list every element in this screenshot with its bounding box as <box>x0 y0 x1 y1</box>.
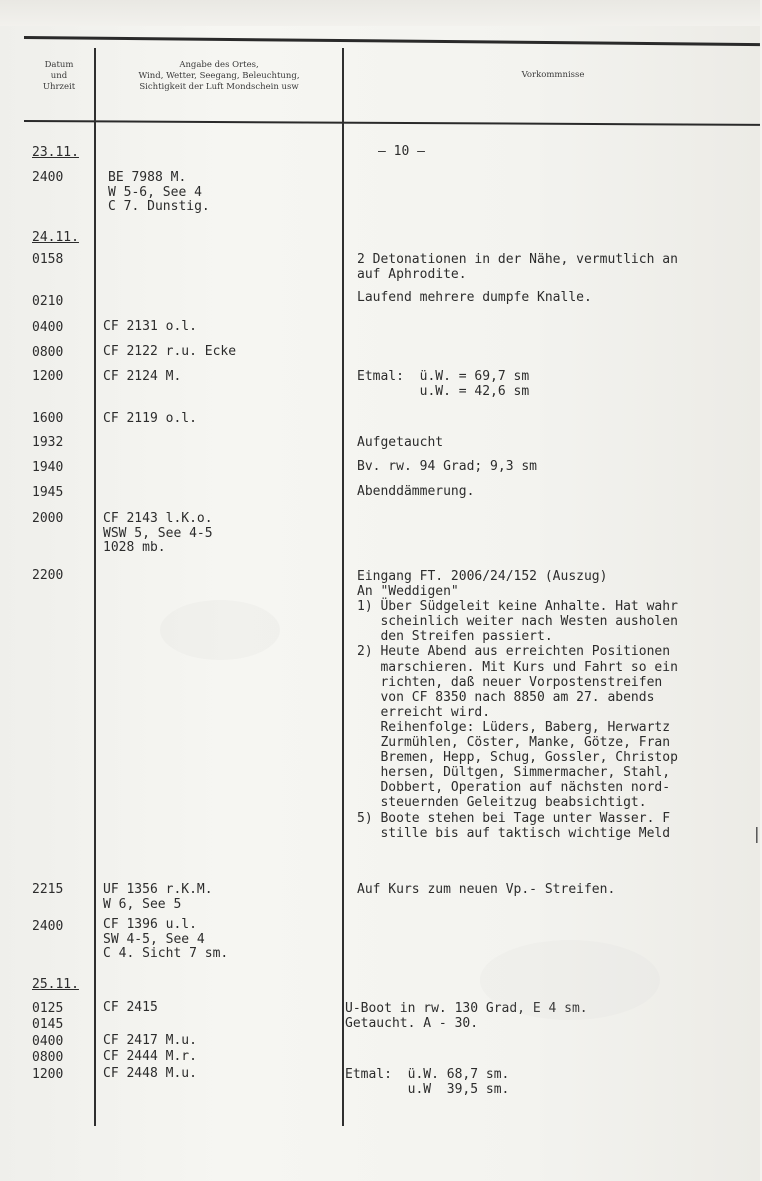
header-time-line: und <box>50 71 68 81</box>
header-place-line: Sichtigkeit der Luft Mondschein usw <box>139 82 299 92</box>
paper-smudge <box>480 940 660 1020</box>
header-time-line: Datum <box>44 60 74 70</box>
entry-date: 23.11. <box>32 145 79 160</box>
entry-time: 0800 <box>32 1050 64 1065</box>
entry-events: Auf Kurs zum neuen Vp.- Streifen. <box>357 882 616 897</box>
entry-place: CF 2143 l.K.o. WSW 5, See 4-5 1028 mb. <box>103 511 213 555</box>
entry-time: 2215 <box>32 882 64 897</box>
entry-place: CF 2124 M. <box>103 369 182 384</box>
entry-time: 0145 <box>32 1017 64 1032</box>
entry-place: UF 1356 r.K.M. W 6, See 5 <box>103 882 213 912</box>
entry-time: 0400 <box>32 1034 64 1049</box>
entry-date: 24.11. <box>32 230 79 245</box>
column-divider-2 <box>342 48 344 1126</box>
entry-time: 2400 <box>32 919 64 934</box>
column-divider-1 <box>94 48 96 1126</box>
entry-events: Etmal: ü.W. = 69,7 sm u.W. = 42,6 sm <box>357 369 530 399</box>
entry-time: 2000 <box>32 511 64 526</box>
table-top-rule <box>24 36 760 46</box>
entry-place: CF 2448 M.u. <box>103 1066 197 1081</box>
entry-time: 1600 <box>32 411 64 426</box>
entry-place: CF 2119 o.l. <box>103 411 197 426</box>
entry-time: 2200 <box>32 568 64 583</box>
entry-time: 2400 <box>32 170 64 185</box>
entry-events: Aufgetaucht <box>357 435 444 450</box>
entry-events: Laufend mehrere dumpfe Knalle. <box>357 290 592 305</box>
entry-events: Abenddämmerung. <box>357 484 475 499</box>
header-time <box>26 60 92 93</box>
entry-place: CF 1396 u.l. SW 4-5, See 4 C 4. Sicht 7 sm. <box>103 917 229 961</box>
entry-events: Bv. rw. 94 Grad; 9,3 sm <box>357 459 538 474</box>
page-number: – 10 – <box>378 144 425 159</box>
entry-place: BE 7988 M. W 5-6, See 4 C 7. Dunstig. <box>108 170 210 214</box>
entry-place: CF 2415 <box>103 1000 158 1015</box>
header-events: Vorkommnisse <box>521 70 585 80</box>
entry-events: U-Boot in rw. 130 Grad, E 4 sm. Getaucht. A - 30. <box>345 1001 588 1031</box>
entry-time: 0800 <box>32 345 64 360</box>
page-top-edge <box>0 0 760 26</box>
margin-mark: | <box>752 824 762 843</box>
entry-time: 0210 <box>32 294 64 309</box>
entry-place: CF 2444 M.r. <box>103 1049 197 1064</box>
entry-time: 1200 <box>32 1067 64 1082</box>
entry-time: 0125 <box>32 1001 64 1016</box>
entry-time: 1932 <box>32 435 64 450</box>
header-place <box>98 60 340 93</box>
entry-place: CF 2122 r.u. Ecke <box>103 344 237 359</box>
entry-place: CF 2131 o.l. <box>103 319 197 334</box>
header-bottom-rule <box>24 120 760 126</box>
entry-date: 25.11. <box>32 977 79 992</box>
entry-place: CF 2417 M.u. <box>103 1033 197 1048</box>
paper-smudge <box>160 600 280 660</box>
header-place-line: Wind, Wetter, Seegang, Beleuchtung, <box>138 71 300 81</box>
entry-events: 2 Detonationen in der Nähe, vermutlich an auf Aphrodite. <box>357 252 678 282</box>
entry-time: 1940 <box>32 460 64 475</box>
entry-events: Etmal: ü.W. 68,7 sm. u.W 39,5 sm. <box>345 1067 510 1097</box>
header-time-line: Uhrzeit <box>42 82 76 92</box>
entry-time: 0400 <box>32 320 64 335</box>
header-place-line: Angabe des Ortes, <box>179 60 259 70</box>
entry-time: 1945 <box>32 485 64 500</box>
entry-events: Eingang FT. 2006/24/152 (Auszug) An "Weddigen" 1) Über Südgeleit keine Anhalte. Hat wahr scheinlich weiter nach Westen ausholen den Streifen passiert. 2) Heute Abend aus erreichten Positionen marschieren. Mit Kurs und Fahrt so ein richten, daß neuer Vorpostenstreifen von CF 8350 nach 8850 am 27. abends erreicht wird. Reihenfolge: Lüders, Baberg, Herwartz Zurmühlen, Cöster, Manke, Götze, Fran Bremen, Hepp, Schug, Gossler, Christop hersen, Dültgen, Simmermacher, Stahl, Dobbert, Operation auf nächsten nord- steuernden Geleitzug beabsichtigt. 5) Boote stehen bei Tage unter Wasser. F stille bis auf taktisch wichtige Meld <box>357 569 678 841</box>
entry-time: 0158 <box>32 252 64 267</box>
entry-time: 1200 <box>32 369 64 384</box>
